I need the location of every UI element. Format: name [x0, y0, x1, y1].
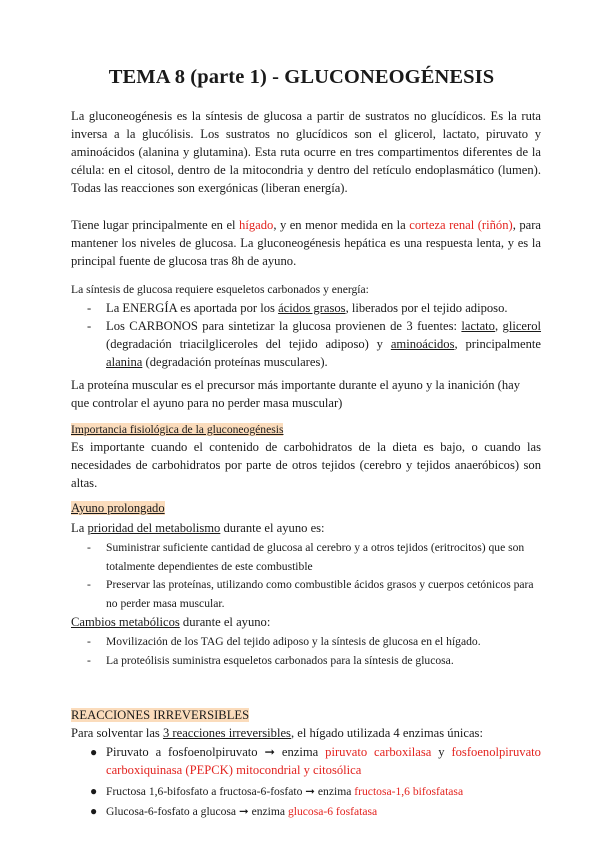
list-item: - Los CARBONOS para sintetizar la glucosa provienen de 3 fuentes: lactato, glicerol (degradación triacilgliceroles del tejido adiposo) y aminoácidos, principalmente alanina (degradación proteínas musculares). [87, 319, 542, 369]
location-paragraph: Tiene lugar principalmente en el hígado, y en menor medida en la corteza renal (riñón), para mantener los niveles de glucosa. La gluconeogénesis hepática es una respuesta lenta, y es la principal fuente de glucosa tras 8h de ayuno. [71, 218, 541, 268]
reacciones-intro: Para solventar las 3 reacciones irreversibles, el hígado utilizada 4 enzimas únicas: [71, 726, 483, 740]
list-item: ● Fructosa 1,6-bifosfato a fructosa-6-fosfato ➞ enzima fructosa-1,6 bifosfatasa [90, 784, 464, 798]
prioridad-line: La prioridad del metabolismo durante el ayuno es: [71, 521, 325, 535]
list-item: - La proteólisis suministra esqueletos carbonados para la síntesis de glucosa. [87, 654, 454, 667]
requirements-list [71, 299, 541, 371]
importancia-heading: Importancia fisiológica de la gluconeogénesis [71, 423, 284, 436]
page-title: TEMA 8 (parte 1) - GLUCONEOGÉNESIS [108, 66, 495, 88]
protein-note: La proteína muscular es el precursor más importante durante el ayuno y la inanición (hay que controlar el ayuno para no perder masa muscular) [71, 378, 521, 410]
corteza-highlight: corteza renal (riñón) [409, 218, 513, 232]
higado-highlight: hígado [239, 218, 274, 232]
list-item: - Movilización de los TAG del tejido adiposo y la síntesis de glucosa en el hígado. [87, 635, 481, 648]
ayuno-heading: Ayuno prolongado [71, 501, 165, 515]
list-item: - Preservar las proteínas, utilizando como combustible ácidos grasos y cuerpos cetónicos para no perder masa muscular. [87, 578, 534, 610]
list-item: ● Piruvato a fosfoenolpiruvato ➞ enzima piruvato carboxilasa y fosfoenolpiruvato carboxiquinasa (PEPCK) mitocondrial y citosólica [90, 745, 541, 777]
list-item: ● Glucosa-6-fosfato a glucosa ➞ enzima glucosa-6 fosfatasa [90, 804, 378, 818]
importancia-text: Es importante cuando el contenido de carbohidratos de la dieta es bajo, o cuando las necesidades de carbohidratos por parte de otros tejidos (cerebro y tejidos anaeróbicos) son altas. [71, 440, 541, 490]
cambios-line: Cambios metabólicos durante el ayuno: [71, 615, 271, 629]
reacciones-heading: REACCIONES IRREVERSIBLES [71, 708, 250, 722]
list-item: - Suministrar suficiente cantidad de glucosa al cerebro y a otros tejidos (eritrocitos) que son totalmente dependientes de este combustible [87, 541, 525, 573]
list-item: - La ENERGÍA es aportada por los ácidos grasos, liberados por el tejido adiposo. [87, 301, 508, 315]
prioridad-list [71, 539, 541, 613]
cambios-list [71, 632, 541, 670]
requirements-intro: La síntesis de glucosa requiere esqueletos carbonados y energía: [71, 283, 369, 296]
reacciones-list [71, 743, 541, 820]
intro-paragraph: La gluconeogénesis es la síntesis de glucosa a partir de sustratos no glucídicos. Es la ruta inversa a la glucólisis. Los sustratos no glucídicos son el glicerol, lactato, piruvato y aminoácidos (alanina y glutamina). Esta ruta ocurre en tres compartimentos diferentes de la célula: en el citosol, dentro de la mitocondria y dentro del retículo endoplasmático (lumen). Todas las reacciones son exergónicas (liberan energía). [71, 109, 541, 195]
